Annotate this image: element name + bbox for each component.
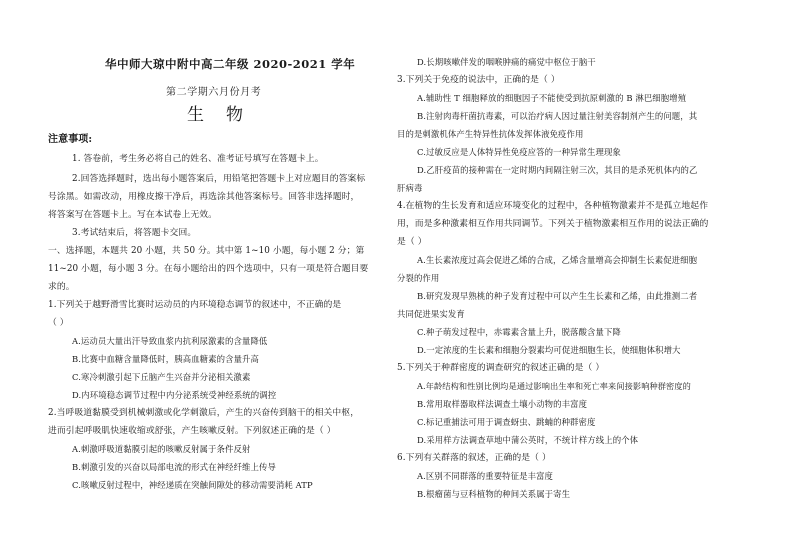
answer-option: A.刺激呼吸道黏膜引起的咳嗽反射属于条件反射 bbox=[72, 444, 251, 454]
section-instruction-line: 一、选择题，本题共 20 小题，共 50 分。其中第 1~10 小题，每小题 2 分；第 bbox=[48, 246, 365, 256]
question-stem: （ ） bbox=[48, 318, 69, 328]
answer-option: B.比赛中血糖含量降低时，胰高血糖素的含量升高 bbox=[72, 354, 259, 364]
section-instruction-line: 求的。 bbox=[48, 282, 75, 292]
question-stem: 3.下列关于免疫的说法中，正确的是（ ） bbox=[397, 75, 560, 85]
notice-heading: 注意事项: bbox=[48, 134, 93, 145]
answer-option: B.注射肉毒杆菌抗毒素，可以治疗病人因过量注射美容制剂产生的问题，其 bbox=[417, 111, 698, 121]
question-stem: 是（ ） bbox=[397, 237, 427, 247]
answer-option: A.辅助性 T 细胞释放的细胞因子不能使受到抗原刺激的 B 淋巴细胞增殖 bbox=[417, 93, 687, 103]
question-stem: 1.下列关于越野滑雪比赛时运动员的内环境稳态调节的叙述中，不正确的是 bbox=[48, 300, 342, 310]
answer-option: D.乙肝疫苗的接种需在一定时期内间隔注射三次，其目的是杀死机体内的乙 bbox=[417, 165, 698, 175]
question-stem: 6.下列有关群落的叙述，正确的是（ ） bbox=[397, 453, 551, 463]
answer-option: D.长期咳嗽伴发的咽喉肿痛的痛觉中枢位于脑干 bbox=[417, 57, 596, 67]
question-stem: 5.下列关于种群密度的调查研究的叙述正确的是（ ） bbox=[397, 363, 605, 373]
answer-option: C.咳嗽反射过程中，神经递质在突触间隙处的移动需要消耗 ATP bbox=[72, 480, 313, 490]
notice-line: 3.考试结束后，将答题卡交回。 bbox=[72, 228, 197, 238]
answer-option: 肝病毒 bbox=[397, 183, 423, 193]
answer-option: C.过敏反应是人体特异性免疫应答的一种异常生理现象 bbox=[417, 147, 621, 157]
question-stem: 用，而是多种激素相互作用共同调节。下列关于植物激素相互作用的说法正确的 bbox=[397, 219, 709, 229]
answer-option: C.种子萌发过程中，赤霉素含量上升，脱落酸含量下降 bbox=[417, 327, 621, 337]
answer-option: B.根瘤菌与豆科植物的种间关系属于寄生 bbox=[417, 489, 571, 499]
answer-option: D.采用样方法调查草地中蒲公英时，不统计样方线上的个体 bbox=[417, 435, 639, 445]
answer-option: C.寒冷刺激引起下丘脑产生兴奋并分泌相关激素 bbox=[72, 372, 251, 382]
answer-option: 分裂的作用 bbox=[397, 273, 440, 283]
answer-option: 目的是刺激机体产生特异性抗体发挥体液免疫作用 bbox=[397, 129, 584, 139]
notice-line: 号涂黑。如需改动，用橡皮擦干净后，再选涂其他答案标号。回答非选择题时， bbox=[48, 192, 360, 202]
exam-subtitle: 第二学期六月份月考 bbox=[166, 87, 262, 98]
answer-option: B.常用取样器取样法调查土壤小动物的丰富度 bbox=[417, 399, 588, 409]
notice-line: 2.回答选择题时，选出每小题答案后，用铅笔把答题卡上对应题目的答案标 bbox=[72, 174, 366, 184]
section-instruction-line: 11~20 小题，每小题 3 分。在每小题给出的四个选项中，只有一项是符合题目要 bbox=[48, 264, 369, 274]
question-stem: 4.在植物的生长发育和适应环境变化的过程中，各种植物激素并不是孤立地起作 bbox=[397, 201, 709, 211]
answer-option: D.一定浓度的生长素和细胞分裂素均可促进细胞生长，使细胞体积增大 bbox=[417, 345, 681, 355]
answer-option: 共同促进果实发育 bbox=[397, 309, 465, 319]
answer-option: A.年龄结构和性别比例均是通过影响出生率和死亡率来间接影响种群密度的 bbox=[417, 381, 691, 391]
question-stem: 进而引起呼吸肌快速收缩或舒张，产生咳嗽反射。下列叙述正确的是（ ） bbox=[48, 426, 336, 436]
answer-option: D.内环境稳态调节过程中内分泌系统受神经系统的调控 bbox=[72, 390, 277, 400]
answer-option: B.刺激引发的兴奋以局部电流的形式在神经纤维上传导 bbox=[72, 462, 276, 472]
answer-option: C.标记重捕法可用于调查蚜虫、跳蝻的种群密度 bbox=[417, 417, 596, 427]
exam-title: 华中师大琼中附中高二年级 2020-2021 学年 bbox=[105, 57, 356, 71]
subject-title: 生物 bbox=[187, 105, 265, 125]
notice-line: 将答案写在答题卡上。写在本试卷上无效。 bbox=[48, 210, 218, 220]
notice-line: 1. 答卷前，考生务必将自己的姓名、准考证号填写在答题卡上。 bbox=[72, 154, 324, 164]
answer-option: A.区别不同群落的重要特征是丰富度 bbox=[417, 471, 554, 481]
answer-option: A.生长素浓度过高会促进乙烯的合成，乙烯含量增高会抑制生长素促进细胞 bbox=[417, 255, 698, 265]
answer-option: B.研究发现早熟桃的种子发育过程中可以产生生长素和乙烯，由此推测二者 bbox=[417, 291, 698, 301]
question-stem: 2.当呼吸道黏膜受到机械刺激或化学刺激后，产生的兴奋传到脑干的相关中枢， bbox=[48, 408, 360, 418]
answer-option: A.运动员大量出汗导致血浆内抗利尿激素的含量降低 bbox=[72, 336, 268, 346]
